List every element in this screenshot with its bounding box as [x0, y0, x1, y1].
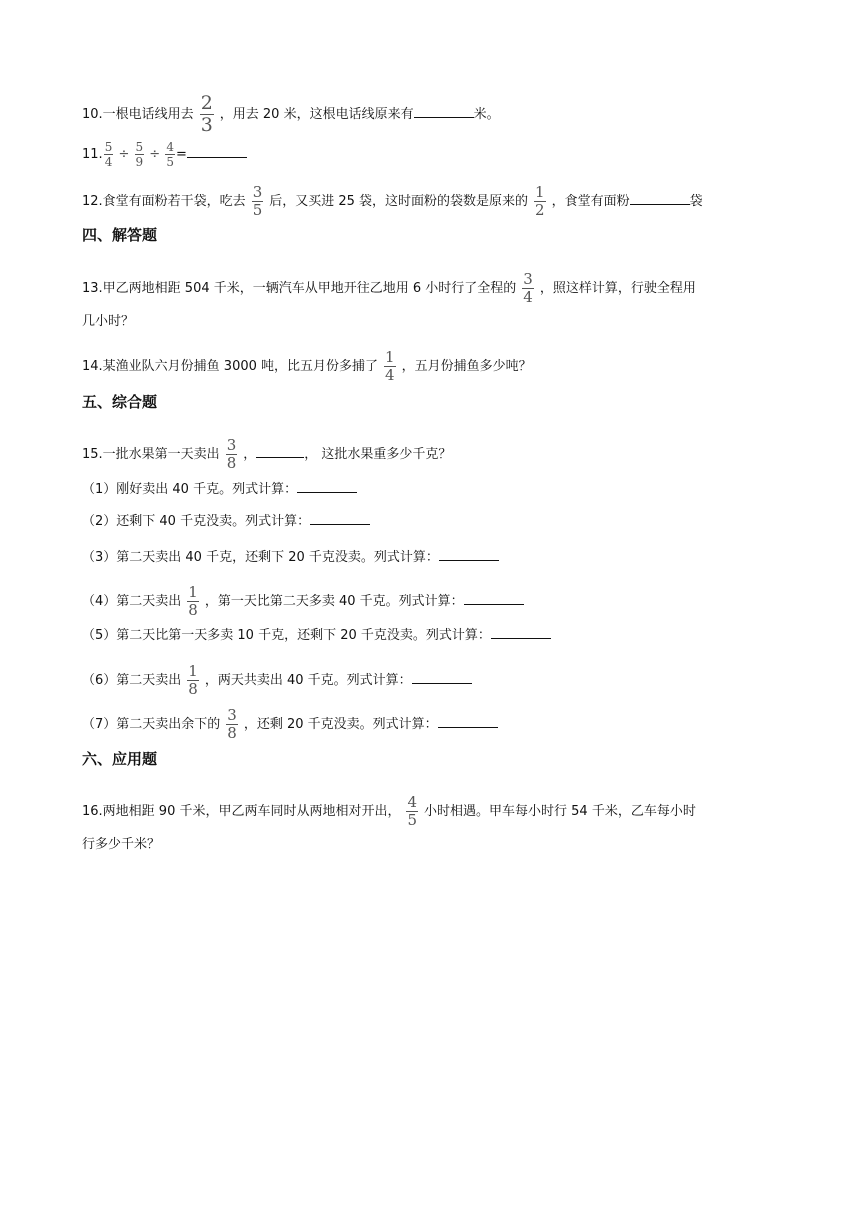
question-text: ，五月份捕鱼多少吨？: [401, 359, 532, 374]
question-text: 10.一根电话线用去: [82, 107, 194, 122]
question-text: （6）第二天卖出: [82, 673, 182, 688]
fraction: $\frac{5}{9}$: [135, 140, 144, 169]
fraction: $\frac{1}{8}$: [188, 583, 198, 619]
sub-question-2: [82, 512, 370, 532]
answer-blank[interactable]: [310, 512, 370, 525]
question-text: （4）第二天卖出: [82, 594, 182, 609]
divide-sign: ÷: [149, 147, 161, 162]
answer-blank[interactable]: [438, 715, 498, 728]
question-16-cont: 行多少千米？: [82, 837, 161, 852]
question-11: [82, 141, 247, 168]
fraction: $\frac{3}{8}$: [227, 706, 237, 742]
fraction: $\frac{1}{2}$: [535, 183, 545, 219]
answer-blank[interactable]: [187, 145, 247, 158]
question-text: 后，又买进 25 袋，这时面粉的袋数是原来的: [269, 194, 529, 209]
section-heading: 四、解答题: [82, 226, 158, 244]
sub-question-7: [82, 708, 498, 741]
question-text: ， 这批水果重多少千克？: [304, 447, 452, 462]
section-heading: 六、应用题: [82, 750, 158, 768]
sub-question-3: [82, 548, 499, 568]
fraction: $\frac{5}{4}$: [104, 140, 113, 169]
question-text: （3）第二天卖出 40 千克，还剩下 20 千克没卖。列式计算：: [82, 550, 439, 565]
question-16: [82, 795, 696, 828]
question-13-cont: 几小时？: [82, 314, 135, 329]
question-text: ，食堂有面粉: [551, 194, 630, 209]
question-text: （1）刚好卖出 40 千克。列式计算：: [82, 482, 298, 497]
sub-question-6: [82, 664, 472, 697]
question-text: 13.甲乙两地相距 504 千米，一辆汽车从甲地开往乙地用 6 小时行了全程的: [82, 281, 517, 296]
question-text: 米。: [473, 107, 500, 122]
question-text: （7）第二天卖出余下的: [82, 717, 221, 732]
sub-question-1: [82, 480, 357, 500]
question-10: [82, 94, 500, 135]
fraction: $\frac{1}{4}$: [385, 348, 395, 384]
answer-blank[interactable]: [630, 192, 690, 205]
answer-blank[interactable]: [491, 626, 551, 639]
question-text: 14.某渔业队六月份捕鱼 3000 吨，比五月份多捕了: [82, 359, 379, 374]
question-14: [82, 350, 532, 383]
question-12: [82, 185, 703, 218]
answer-blank[interactable]: [439, 548, 499, 561]
answer-blank[interactable]: [297, 480, 357, 493]
fraction: $\frac{4}{5}$: [166, 140, 174, 169]
question-text: 16.两地相距 90 千米，甲乙两车同时从两地相对开出，: [82, 804, 401, 819]
answer-blank[interactable]: [412, 671, 472, 684]
question-text: 小时相遇。甲车每小时行 54 千米，乙车每小时: [424, 804, 696, 819]
question-text: （2）还剩下 40 千克没卖。列式计算：: [82, 514, 311, 529]
equals-sign: =: [175, 147, 187, 162]
question-text: 15.一批水果第一天卖出: [82, 447, 220, 462]
fraction: $\frac{4}{5}$: [407, 793, 418, 829]
question-text: ，两天共卖出 40 千克。列式计算：: [204, 673, 412, 688]
question-text: 11.: [82, 147, 103, 162]
fraction: $\frac{3}{8}$: [226, 436, 237, 472]
fraction: $\frac{3}{4}$: [523, 270, 533, 306]
question-text: ，用去 20 米，这根电话线原来有: [219, 107, 414, 122]
question-15: [82, 438, 451, 471]
answer-blank[interactable]: [414, 105, 474, 118]
section-heading: 五、综合题: [82, 393, 158, 411]
question-text: （5）第二天比第一天多卖 10 千克，还剩下 20 千克没卖。列式计算：: [82, 628, 491, 643]
question-text: ，照这样计算，行驶全程用: [539, 281, 696, 296]
question-13: [82, 272, 696, 305]
answer-blank[interactable]: [256, 445, 304, 458]
sub-question-5: [82, 626, 551, 646]
question-text: ，: [243, 447, 257, 462]
fraction: $\frac{3}{5}$: [252, 183, 263, 219]
question-text: ，还剩 20 千克没卖。列式计算：: [243, 717, 438, 732]
divide-sign: ÷: [118, 147, 130, 162]
sub-question-4: [82, 585, 524, 618]
question-text: ，第一天比第二天多卖 40 千克。列式计算：: [204, 594, 464, 609]
fraction: $\frac{1}{8}$: [188, 662, 198, 698]
answer-blank[interactable]: [464, 592, 524, 605]
fraction: $\frac{2}{3}$: [200, 92, 213, 136]
question-text: 袋: [689, 194, 703, 209]
question-text: 12.食堂有面粉若干袋，吃去: [82, 194, 246, 209]
